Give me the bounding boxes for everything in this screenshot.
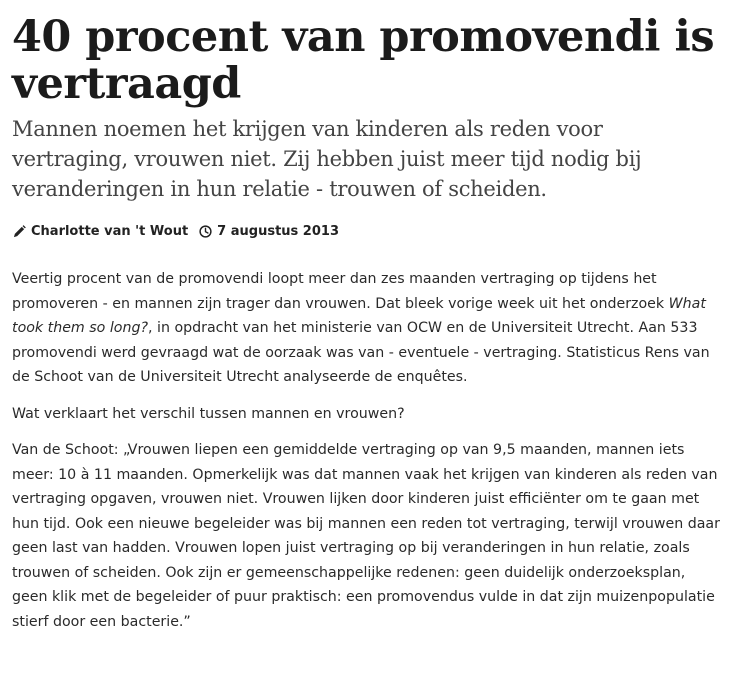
article-meta	[12, 224, 720, 239]
article-title: 40 procent van promovendi is vertraagd	[12, 12, 715, 109]
paragraph-intro-part2: , in opdracht van het ministerie van OCW en de Universiteit Utrecht. Aan 533 promovendi werd gevraagd wat de oorzaak was van - eventuele - vertraging. Statisticus Rens van de Schoot van de Universiteit Utrecht analyseerde de enquêtes.	[12, 320, 710, 385]
author-link[interactable]: Charlotte van 't Wout	[31, 224, 189, 239]
paragraph-intro	[12, 267, 720, 390]
article-body	[12, 267, 720, 634]
publish-date: 7 augustus 2013	[217, 224, 339, 239]
author-name[interactable]	[31, 224, 188, 239]
paragraph-answer: Van de Schoot: „Vrouwen liepen een gemiddelde vertraging op van 9,5 maanden, mannen iets meer: 10 à 11 maanden. Opmerkelijk was dat mannen vaak het krijgen van kinderen als reden van vertraging opgaven, vrouwen niet. Vrouwen lijken door kinderen juist efficiënter om te gaan met hun tijd. Ook een nieuwe begeleider was bij mannen een reden tot vertraging, terwijl vrouwen daar geen last van hadden. Vrouwen lopen juist vertraging op bij veranderingen in hun relatie, zoals trouwen of scheiden. Ook zijn er gemeenschappelijke redenen: geen duidelijk onderzoeksplan, geen klik met de begeleider of puur praktisch: een promovendus vulde in dat zijn muizenpopulatie stierf door een bacterie.”	[12, 442, 720, 630]
clock-icon	[198, 225, 212, 239]
article-subtitle: Mannen noemen het krijgen van kinderen als reden voor vertraging, vrouwen niet. Zij hebben juist meer tijd nodig bij veranderingen in hun relatie - trouwen of scheiden.	[12, 117, 642, 201]
paragraph-intro-part1: Veertig procent van de promovendi loopt meer dan zes maanden vertraging op tijdens het promoveren - en mannen zijn trager dan vrouwen. Dat bleek vorige week uit het onderzoek	[12, 271, 669, 312]
pen-icon	[12, 225, 26, 239]
study-title: What took them so long?	[12, 295, 706, 336]
paragraph-question: Wat verklaart het verschil tussen mannen en vrouwen?	[12, 405, 405, 422]
